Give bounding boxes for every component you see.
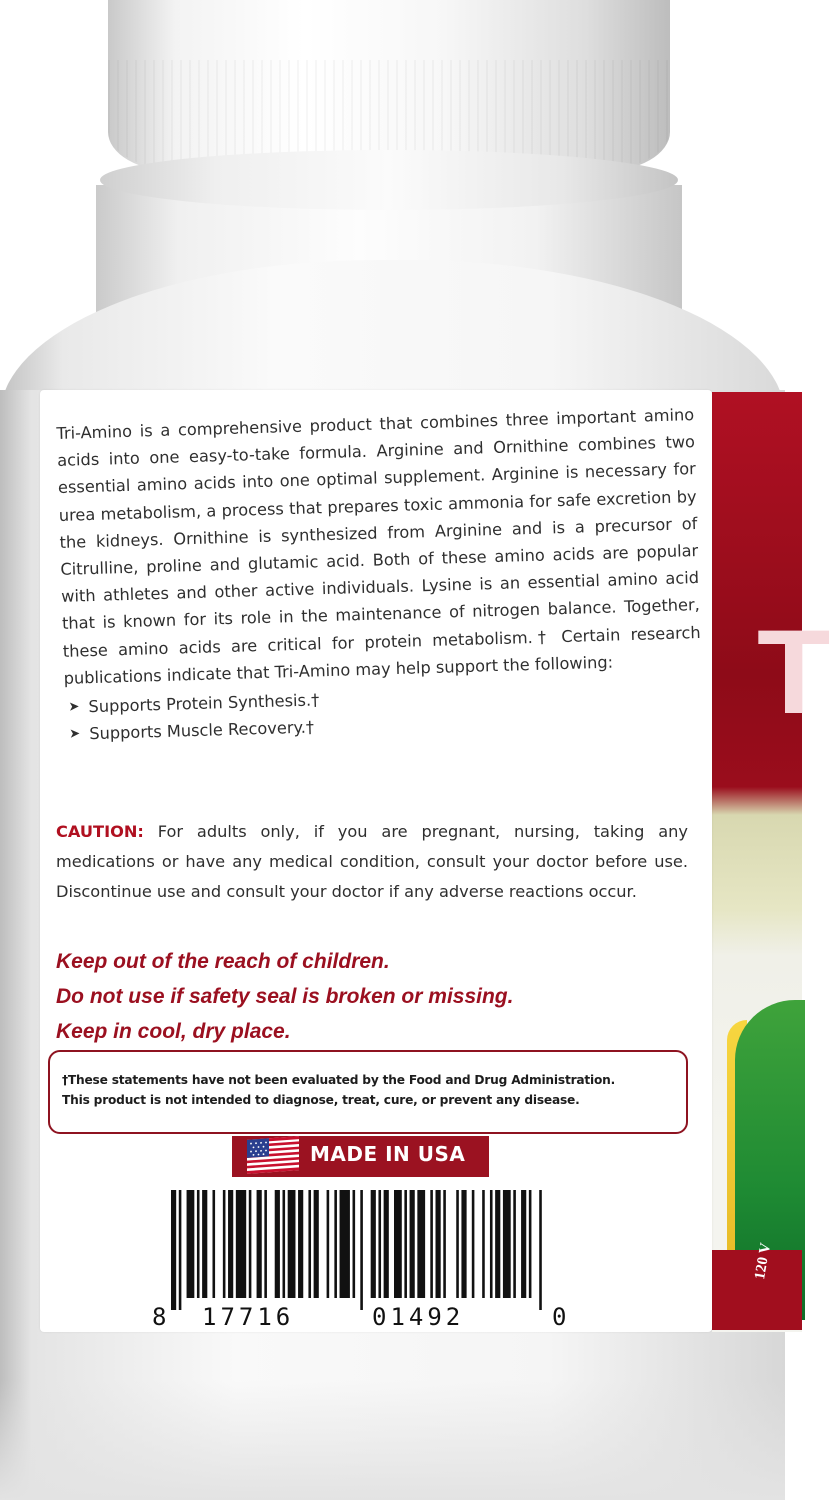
barcode-icon — [171, 1190, 547, 1310]
barcode-bar — [308, 1190, 311, 1298]
barcode-bar — [417, 1190, 425, 1298]
barcode-bar — [461, 1190, 466, 1298]
arrow-bullet-icon: ➤ — [69, 726, 81, 742]
barcode-bar — [404, 1190, 407, 1298]
arrow-bullet-icon: ➤ — [68, 699, 80, 715]
bottle-base — [0, 1380, 785, 1500]
barcode-bar — [495, 1190, 500, 1298]
barcode-bar — [371, 1190, 376, 1298]
barcode-bar — [353, 1190, 356, 1298]
benefit-text: Supports Protein Synthesis.† — [88, 690, 320, 717]
barcode-bar — [539, 1190, 542, 1310]
barcode-bar — [472, 1190, 475, 1298]
fda-disclaimer-box — [48, 1050, 688, 1134]
barcode-bar — [202, 1190, 207, 1298]
warning-line: Do not use if safety seal is broken or missing. — [56, 985, 514, 1008]
barcode-bar — [503, 1190, 511, 1298]
usa-flag-icon — [247, 1136, 299, 1174]
barcode-bar — [521, 1190, 526, 1298]
description-paragraph: Tri-Amino is a comprehensive product that combines three important amino acids into one easy-to-take formula. Arginine and Ornithine combines two essential amino acids into one optimal supplement. Arginine is necessary for urea metabolism, a process that prepares toxic ammonia for safe excretion by the kidneys. Ornithine is synthesized from Arginine and is a precursor of Citrulline, proline and glutamic acid. Both of these amino acids are popular with athletes and other active individuals. Lysine is an essential amino acid that is known for its role in the maintenance of nitrogen balance. Together, these amino acids are critical for protein metabolism.† Certain research publications indicate that Tri-Amino may help support the following: — [56, 405, 701, 688]
barcode-bar — [513, 1190, 516, 1298]
barcode-bar — [264, 1190, 267, 1298]
barcode-bar — [334, 1190, 337, 1298]
front-label-headline-fragment: T — [757, 605, 830, 739]
warning-line: Keep in cool, dry place. — [56, 1020, 291, 1043]
barcode-bar — [384, 1190, 389, 1298]
barcode-bar — [443, 1190, 446, 1298]
barcode-bar — [327, 1190, 330, 1298]
barcode-bar — [378, 1190, 381, 1298]
barcode-bar — [436, 1190, 441, 1298]
barcode-right-group: 01492 — [372, 1303, 465, 1331]
barcode-bar — [223, 1190, 226, 1298]
barcode-bar — [228, 1190, 233, 1298]
barcode-left-group: 17716 — [202, 1303, 295, 1331]
cap-rim — [100, 150, 678, 210]
warnings-block — [56, 944, 696, 1049]
barcode-bar — [430, 1190, 433, 1298]
barcode-bar — [482, 1190, 485, 1298]
fda-disclaimer-line: †These statements have not been evaluated by the Food and Drug Administration. — [62, 1073, 616, 1087]
caution-heading: CAUTION: — [56, 822, 144, 841]
barcode-bar — [340, 1190, 350, 1298]
barcode-bar — [212, 1190, 215, 1298]
barcode-bar — [283, 1190, 286, 1298]
barcode-bar — [410, 1190, 415, 1298]
caution-text: For adults only, if you are pregnant, nursing, taking any medications or have any medical condition, consult your doctor before use. Discontinue use and consult your doctor if any adverse reactions occur. — [56, 822, 688, 901]
back-label-copy — [56, 401, 703, 748]
barcode-bar — [249, 1190, 252, 1298]
barcode-bar — [529, 1190, 532, 1298]
fda-disclaimer-line: This product is not intended to diagnose, treat, cure, or prevent any disease. — [62, 1093, 580, 1107]
barcode-bar — [171, 1190, 176, 1310]
made-in-usa-text: MADE IN USA — [310, 1142, 466, 1166]
front-label-count: 120 V — [752, 1241, 775, 1281]
caution-block — [56, 817, 688, 907]
barcode-bar — [257, 1190, 262, 1298]
barcode-bar — [179, 1190, 182, 1310]
barcode-last-digit: 0 — [552, 1303, 567, 1331]
barcode-bar — [197, 1190, 200, 1298]
warning-line: Keep out of the reach of children. — [56, 950, 390, 973]
barcode-first-digit: 8 — [152, 1303, 167, 1331]
barcode-bar — [236, 1190, 246, 1298]
barcode-bar — [490, 1190, 493, 1298]
barcode-bar — [288, 1190, 296, 1298]
barcode-bar — [187, 1190, 195, 1298]
barcode-bar — [275, 1190, 280, 1298]
barcode-bar — [298, 1190, 303, 1298]
barcode-bar — [314, 1190, 319, 1298]
benefit-text: Supports Muscle Recovery.† — [89, 717, 315, 744]
barcode-bar — [360, 1190, 363, 1310]
barcode-bar — [456, 1190, 459, 1298]
barcode-bar — [394, 1190, 402, 1298]
